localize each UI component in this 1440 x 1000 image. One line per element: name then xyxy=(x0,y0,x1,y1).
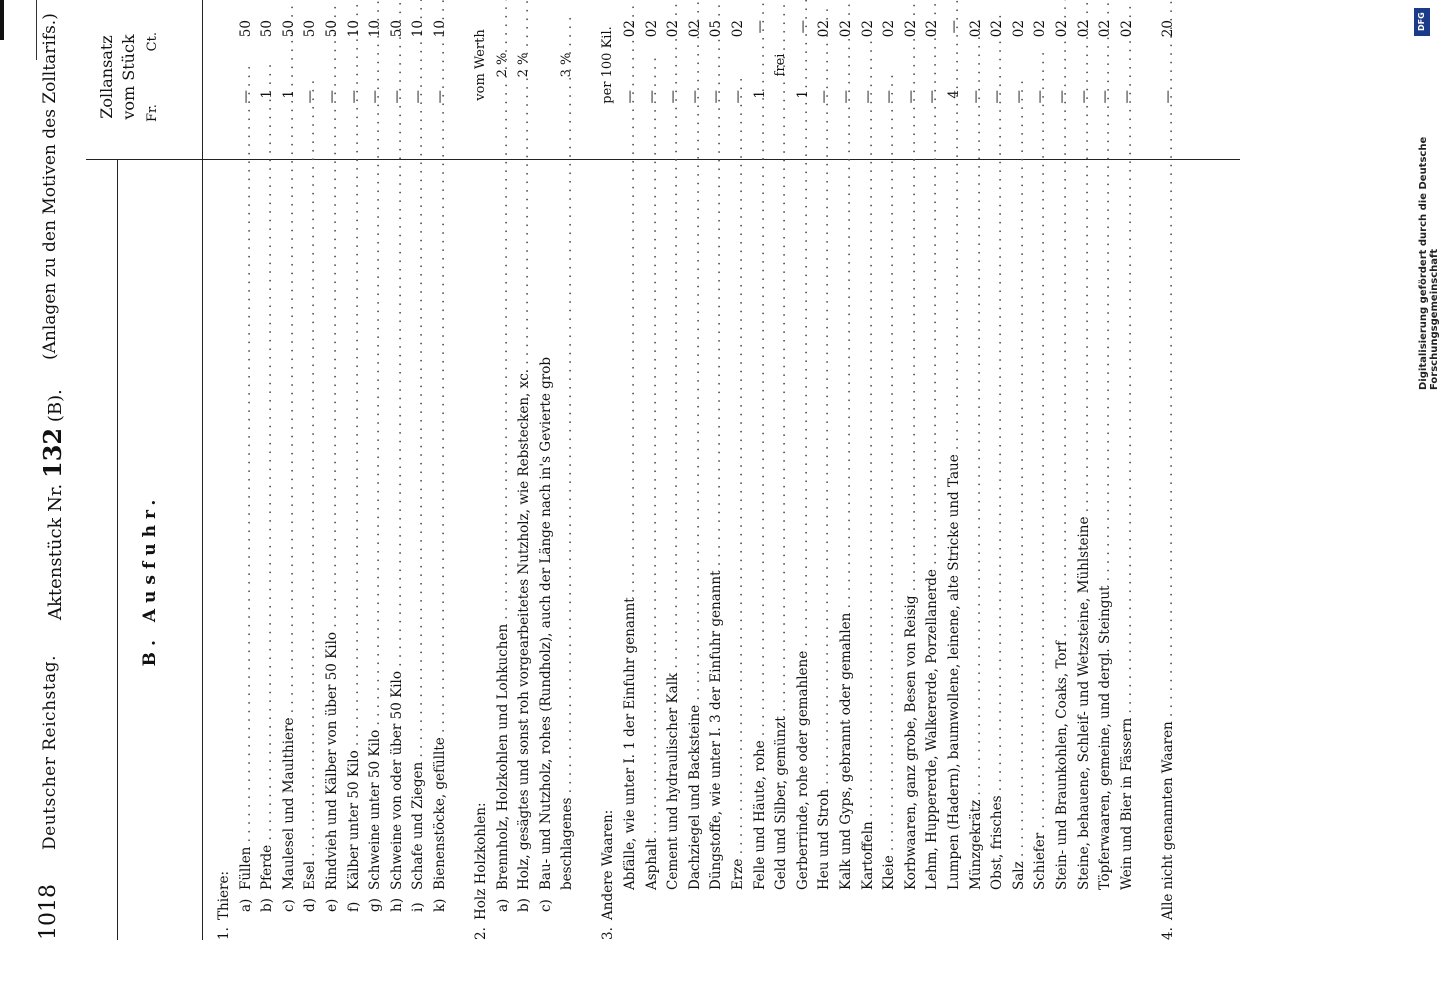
row-rate-francs: 1 xyxy=(280,90,297,99)
row-number: 1. xyxy=(216,927,232,940)
row-rate-francs: — xyxy=(367,90,384,104)
doc-prefix: Aktenstück Nr. xyxy=(45,483,66,620)
title-rule xyxy=(117,160,118,940)
section-title: B. Ausfuhr. xyxy=(140,493,160,667)
row-label: Stein- und Braunkohlen, Coaks, Torf . . . xyxy=(1052,170,1072,890)
row-rate-centimes: 20 xyxy=(1159,20,1176,38)
row-rate-note: vom Werth xyxy=(473,29,489,101)
table-row xyxy=(279,0,299,940)
row-letter: d) xyxy=(302,898,319,912)
table-row xyxy=(1095,0,1115,940)
unit-francs: Fr. xyxy=(145,104,160,122)
row-rate-francs: — xyxy=(859,90,876,104)
row-label: Maulesel und Maulthiere . . . xyxy=(279,170,299,890)
row-rate-francs: — xyxy=(410,90,427,104)
row-rate-francs: — xyxy=(902,90,919,104)
table-row xyxy=(1117,0,1137,940)
row-label: Andere Waaren: xyxy=(600,809,617,920)
row-label: Düngstoffe, wie unter I. 3 der Einfuhr genannt . . . xyxy=(706,170,726,890)
rate-column-units xyxy=(142,2,164,152)
dfg-credit: Digitalisierung gefördert durch die Deutsche Forschungsgemeinschaft xyxy=(1418,136,1440,390)
row-rate-centimes: 50 xyxy=(302,20,319,38)
table-row xyxy=(536,0,556,940)
row-letter: g) xyxy=(367,898,384,912)
row-rate-francs: 1 xyxy=(794,90,811,99)
row-rate-centimes: 02 xyxy=(665,20,682,38)
table-group-row xyxy=(214,0,234,940)
row-rate-centimes: 05 xyxy=(708,20,725,38)
row-rate-francs: — xyxy=(816,90,833,104)
row-rate-centimes: 02 xyxy=(1054,20,1071,38)
row-letter: f) xyxy=(345,901,362,912)
row-number: 3. xyxy=(600,927,617,940)
row-rate-francs: — xyxy=(302,90,319,104)
table-row xyxy=(944,0,964,940)
table-spacer xyxy=(452,0,472,940)
row-rate-francs: — xyxy=(967,90,984,104)
row-label: Pferde . . . xyxy=(257,170,277,890)
row-rate-francs: — xyxy=(1097,90,1114,104)
row-label: Kälber unter 50 Kilo . . . xyxy=(344,170,364,890)
table-row xyxy=(1052,0,1072,940)
table-row xyxy=(922,0,942,940)
row-rate-centimes: 02 xyxy=(967,20,984,38)
row-rate-francs: — xyxy=(1159,90,1176,104)
row-label: Kalk und Gyps, gebrannt oder gemahlen . . . xyxy=(836,170,856,890)
row-rate-francs: — xyxy=(989,90,1006,104)
row-rate-centimes: 02 xyxy=(989,20,1006,38)
row-rate-note: 3 % xyxy=(559,52,575,78)
row-rate-centimes: 02 xyxy=(838,20,855,38)
dfg-logo: DFG xyxy=(1414,8,1430,36)
row-rate-francs: — xyxy=(643,90,660,104)
row-rate-francs: — xyxy=(388,90,405,104)
row-rate-centimes: — xyxy=(946,20,963,34)
table-row xyxy=(879,0,899,940)
header-note: (Anlagen zu den Motiven des Zolltarifs.) xyxy=(40,13,60,360)
row-label: Töpferwaaren, gemeine, und dergl. Steingut . . . xyxy=(1095,170,1115,890)
table-head-rule xyxy=(202,0,203,940)
table-row xyxy=(685,0,705,940)
row-rate-francs: — xyxy=(324,90,340,104)
row-label: Lehm, Huppererde, Walkererde, Porzellanerde . . . xyxy=(922,170,942,890)
row-rate-centimes: 50 xyxy=(324,20,340,38)
row-label: Brennholz, Holzkohlen und Lohkuchen . . . xyxy=(493,170,513,890)
table-spacer xyxy=(1138,0,1158,940)
row-rate-centimes: 50 xyxy=(259,20,276,38)
row-rate-francs: 1 xyxy=(259,90,276,99)
table-row xyxy=(620,0,640,940)
row-rate-centimes: 10 xyxy=(367,20,384,38)
row-rate-francs: — xyxy=(730,90,747,104)
row-rate-francs: — xyxy=(881,90,898,104)
table-row xyxy=(493,0,513,940)
row-rate-note: per 100 Kil. xyxy=(600,26,616,104)
unit-centimes: Ct. xyxy=(145,32,160,52)
row-label: Korbwaaren, ganz grobe, Besen von Reisig . . . xyxy=(901,170,921,890)
row-rate-centimes: 02 xyxy=(1118,20,1135,38)
table-row xyxy=(706,0,726,940)
row-letter: i) xyxy=(410,902,427,912)
row-rate-centimes: 10 xyxy=(432,20,448,38)
row-label: Salz . . . xyxy=(1009,170,1029,890)
row-rate-centimes: 10 xyxy=(410,20,427,38)
page-number: 1018 xyxy=(36,884,61,940)
doc-suffix: (B). xyxy=(45,389,66,423)
row-rate-francs: — xyxy=(665,90,682,104)
row-label: Schafe und Ziegen . . . xyxy=(408,170,428,890)
row-label: Dachziegel und Backsteine . . . xyxy=(685,170,705,890)
row-rate-centimes: 02 xyxy=(1075,20,1092,38)
table-row xyxy=(642,0,662,940)
row-label: Holz Holzkohlen: xyxy=(473,802,490,920)
table-row xyxy=(901,0,921,940)
row-rate-francs: — xyxy=(432,90,448,104)
row-rate-francs: — xyxy=(1118,90,1135,104)
table-row xyxy=(387,0,407,940)
table-row xyxy=(1030,0,1050,940)
row-label: Bienenstöcke, gefüllte . . . xyxy=(430,170,450,890)
row-rate-centimes: 02 xyxy=(816,20,833,38)
row-rate-centimes: 02 xyxy=(881,20,898,38)
row-rate-centimes: 02 xyxy=(924,20,941,38)
table-row xyxy=(1009,0,1029,940)
row-rate-centimes: 02 xyxy=(643,20,660,38)
row-label: Gerberrinde, rohe oder gemahlene . . . xyxy=(793,170,813,890)
row-letter: b) xyxy=(259,898,276,912)
row-label: Schweine unter 50 Kilo . . . xyxy=(365,170,385,890)
table-group-row xyxy=(1158,0,1178,940)
row-label: Rindvieh und Kälber von über 50 Kilo . . . xyxy=(322,170,342,890)
row-letter: c) xyxy=(280,899,297,912)
row-label: Obst, frisches . . . xyxy=(987,170,1007,890)
table-row xyxy=(430,0,450,940)
row-rate-centimes: 10 xyxy=(345,20,362,38)
row-label: Geld und Silber, gemünzt . . . xyxy=(771,170,791,890)
row-label: Heu und Stroh . . . xyxy=(814,170,834,890)
row-letter: a) xyxy=(494,898,511,912)
header-rule xyxy=(36,0,37,60)
row-letter: e) xyxy=(324,898,340,912)
page-header xyxy=(0,0,90,1000)
row-label: Kartoffeln . . . xyxy=(858,170,878,890)
row-rate-centimes: 50 xyxy=(237,20,254,38)
table-group-row xyxy=(598,0,618,940)
row-rate-centimes: 02 xyxy=(1010,20,1027,38)
table-row xyxy=(836,0,856,940)
row-rate-note: frei xyxy=(773,53,789,77)
table-row xyxy=(750,0,770,940)
table-row xyxy=(987,0,1007,940)
row-rate-francs: — xyxy=(345,90,362,104)
table-row xyxy=(728,0,748,940)
row-rate-francs: — xyxy=(708,90,725,104)
row-label: Holz, gesägtes und sonst roh vorgearbeitetes Nutzholz, wie Rebstecken, xc. . . . xyxy=(514,170,534,890)
row-label: Erze . . . xyxy=(728,170,748,890)
table-row xyxy=(966,0,986,940)
row-label: Schweine von oder über 50 Kilo . . . xyxy=(387,170,407,890)
row-rate-centimes: 02 xyxy=(730,20,747,38)
table-row xyxy=(557,0,577,940)
row-rate-note: 2 % xyxy=(516,52,532,78)
table-row xyxy=(663,0,683,940)
row-rate-francs: — xyxy=(237,90,254,104)
row-label: Esel . . . xyxy=(300,170,320,890)
row-rate-centimes: — xyxy=(751,20,768,34)
table-group-row xyxy=(471,0,491,940)
row-letter: h) xyxy=(388,898,405,912)
row-rate-francs: 4 xyxy=(946,90,963,99)
row-rate-francs: — xyxy=(1054,90,1071,104)
row-rate-francs: — xyxy=(838,90,855,104)
row-label: Wein und Bier in Fässern . . . xyxy=(1117,170,1137,890)
row-number: 2. xyxy=(473,927,490,940)
table-row xyxy=(300,0,320,940)
row-rate-centimes: 02 xyxy=(902,20,919,38)
table-row xyxy=(344,0,364,940)
table-row xyxy=(858,0,878,940)
row-rate-centimes: 50 xyxy=(388,20,405,38)
row-rate-note: 2 % xyxy=(494,52,510,78)
row-rate-centimes: 02 xyxy=(686,20,703,38)
row-rate-centimes: 02 xyxy=(622,20,639,38)
row-label: Lumpen (Hadern), baumwollene, leinene, alte Stricke und Taue . . . xyxy=(944,170,964,890)
rate-column-header xyxy=(96,2,164,152)
table-row xyxy=(365,0,385,940)
row-rate-francs: — xyxy=(1010,90,1027,104)
table-row xyxy=(814,0,834,940)
table-row xyxy=(1074,0,1094,940)
row-label: Alle nicht genannten Waaren . . . xyxy=(1158,170,1178,920)
doc-number: 132 xyxy=(38,427,67,478)
row-label: Bau- und Nutzholz, rohes (Rundholz), auch der Länge nach in's Gevierte grob xyxy=(537,356,554,890)
row-letter: k) xyxy=(432,898,448,912)
row-rate-centimes: 02 xyxy=(859,20,876,38)
row-label: Schiefer . . . xyxy=(1030,170,1050,890)
row-label: Felle und Häute, rohe . . . xyxy=(750,170,770,890)
row-label: Füllen . . . xyxy=(236,170,256,890)
row-rate-francs: — xyxy=(1032,90,1049,104)
rate-column-line1: Zollansatz xyxy=(97,35,116,119)
row-rate-francs: — xyxy=(924,90,941,104)
row-rate-centimes: 02 xyxy=(1032,20,1049,38)
table-spacer xyxy=(579,0,599,940)
row-rate-francs: — xyxy=(686,90,703,104)
table-row xyxy=(257,0,277,940)
row-rate-centimes: 02 xyxy=(1097,20,1114,38)
row-label: Cement und hydraulischer Kalk . . . xyxy=(663,170,683,890)
row-label: Asphalt . . . xyxy=(642,170,662,890)
row-label: Steine, behauene, Schleif- und Wetzsteine, Mühlsteine . . . xyxy=(1074,170,1094,890)
table-row xyxy=(771,0,791,940)
row-rate-francs: — xyxy=(1075,90,1092,104)
row-letter: c) xyxy=(537,899,554,912)
row-letter: a) xyxy=(237,898,254,912)
row-rate-centimes: 50 xyxy=(280,20,297,38)
rate-column-line2: vom Stück xyxy=(119,34,138,120)
table-row xyxy=(408,0,428,940)
row-label: Münzgekrätz . . . xyxy=(966,170,986,890)
table-row xyxy=(236,0,256,940)
row-label: Kleie . . . xyxy=(879,170,899,890)
table-row xyxy=(322,0,342,940)
row-label: Thiere: xyxy=(216,871,232,920)
row-label: beschlagenes . . . xyxy=(557,170,577,890)
row-rate-centimes: — xyxy=(794,20,811,34)
row-rate-francs: 1 xyxy=(751,90,768,99)
parliament-title: Deutscher Reichstag. xyxy=(40,655,60,850)
table-row xyxy=(793,0,813,940)
row-number: 4. xyxy=(1159,927,1176,940)
document-reference xyxy=(38,389,67,620)
row-rate-francs: — xyxy=(622,90,639,104)
row-letter: b) xyxy=(516,898,533,912)
row-label: Abfälle, wie unter I. 1 der Einfuhr genannt . . . xyxy=(620,170,640,890)
table-row xyxy=(514,0,534,940)
